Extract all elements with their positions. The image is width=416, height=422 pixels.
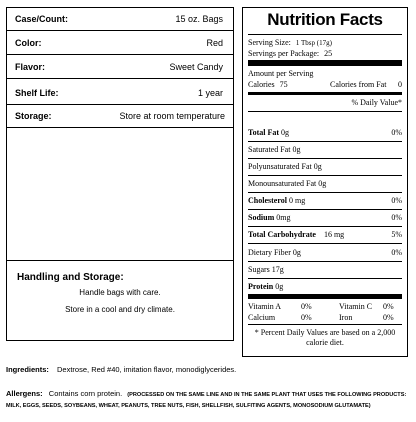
nutrient-dv: 5% [391,230,402,239]
spec-row-color [7,32,233,55]
handling-line: Store in a cool and dry climate. [65,305,175,314]
divider [248,141,402,142]
handling-line: Handle bags with care. [79,288,161,297]
nutrient-label: Polyunsaturated Fat [248,162,312,171]
allergens-text: Contains corn protein. [48,389,123,398]
calcium-dv: 0% [301,313,312,322]
ingredients-label: Ingredients: [6,365,49,374]
iron-label: Iron [339,313,353,322]
divider [248,158,402,159]
nutrient-amount: 0 mg [288,196,306,205]
calories-label: Calories [248,80,275,89]
nutrient-dv: 0% [391,248,402,257]
nutrient-row-sugars [248,265,402,274]
thick-divider [248,294,402,299]
spec-value: 15 oz. Bags [175,14,223,24]
nutrient-dv: 0% [391,128,402,137]
divider [248,34,402,35]
product-spec-panel [6,7,234,341]
nutrient-dv: 0% [391,213,402,222]
nutrient-label: Cholesterol [248,196,287,205]
nutrient-label: Saturated Fat [248,145,291,154]
nutrient-label: Monounsaturated Fat [248,179,317,188]
daily-value-header: % Daily Value* [351,98,402,107]
spec-label: Case/Count: [15,14,69,24]
spec-label: Color: [15,38,42,48]
nutrition-title: Nutrition Facts [267,10,383,29]
spec-value: Store at room temperature [119,111,225,121]
serving-size-label: Serving Size: [248,38,291,47]
nutrient-label: Total Carbohydrate [248,230,316,239]
nutrient-label: Protein [248,282,274,291]
handling-title: Handling and Storage: [17,272,124,283]
vitamin-c-dv: 0% [383,302,394,311]
daily-value-footnote: * Percent Daily Values are based on a 2,000 calorie diet. [254,328,396,347]
nutrient-amount: 0g [318,179,327,188]
nutrient-amount: 0g [292,145,301,154]
servings-per-package [248,49,402,58]
nutrient-amount: 0g [313,162,322,171]
allergens-block [6,389,410,411]
divider [248,192,402,193]
spec-value: Sweet Candy [169,62,223,72]
servings-label: Servings per Package: [248,49,320,58]
nutrient-row-total-fat [248,128,402,137]
servings-value: 25 [324,49,333,58]
spec-row-storage [7,105,233,128]
spec-row-case-count [7,8,233,31]
serving-size-value: 1 Tbsp (17g) [295,39,332,47]
thick-divider [248,60,402,66]
amount-per-serving: Amount per Serving [248,69,314,78]
divider [248,209,402,210]
nutrient-row-protein [248,282,402,291]
ingredients-text: Dextrose, Red #40, imitation flavor, monodiglycerides. [57,365,237,374]
nutrient-row-total-carbohydrate [248,230,402,239]
divider [248,111,402,112]
spec-row-flavor [7,56,233,79]
divider [248,278,402,279]
nutrient-row-dietary-fiber [248,248,402,257]
vitamin-a-dv: 0% [301,302,312,311]
calories-row [248,80,402,89]
divider [248,226,402,227]
calories-value: 75 [279,80,288,89]
nutrient-amount: 0g [281,128,290,137]
nutrient-row-monounsaturated-fat [248,179,402,188]
vitamin-c-label: Vitamin C [339,302,373,311]
spec-label: Shelf Life: [15,88,59,98]
spec-value: Red [206,38,223,48]
nutrient-label: Sodium [248,213,275,222]
divider [248,243,402,244]
nutrient-row-sodium [248,213,402,222]
nutrient-amount: 17g [271,265,284,274]
allergens-fine-print: (PROCESSED ON THE SAME LINE AND IN THE SAME PLANT THAT USES THE FOLLOWING PRODUCTS: MILK, EGGS, SEEDS, SOYBEANS, WHEAT, PEANUTS, TREE NUTS, FISH, SHELLFISH, SULFITING AGENTS, MONOSODIUM GLUTAMATE) [6,392,407,409]
nutrient-label: Total Fat [248,128,280,137]
serving-size [248,38,402,47]
nutrient-label: Dietary Fiber [248,248,291,257]
nutrient-amount: 0g [292,248,301,257]
spec-row-shelf-life [7,82,233,105]
nutrient-row-cholesterol [248,196,402,205]
spec-label: Storage: [15,111,52,121]
spec-value: 1 year [197,88,223,98]
spec-label: Flavor: [15,62,46,72]
nutrient-amount: 0mg [276,213,291,222]
calories-from-fat-label: Calories from Fat [330,80,387,89]
ingredients-line [6,365,236,374]
calcium-label: Calcium [248,313,276,322]
nutrition-facts-panel [242,7,408,357]
divider [248,175,402,176]
nutrient-row-saturated-fat [248,145,402,154]
calories-from-fat-value: 0 [398,80,402,89]
nutrient-row-polyunsaturated-fat [248,162,402,171]
medium-divider [248,92,402,95]
vitamin-a-label: Vitamin A [248,302,282,311]
nutrient-amount: 0g [275,282,284,291]
nutrient-amount: 16 mg [323,230,345,239]
divider [248,324,402,325]
nutrient-label: Sugars [248,265,270,274]
allergens-label: Allergens: [6,389,43,398]
iron-dv: 0% [383,313,394,322]
nutrient-dv: 0% [391,196,402,205]
divider [248,261,402,262]
section-divider [7,260,233,261]
